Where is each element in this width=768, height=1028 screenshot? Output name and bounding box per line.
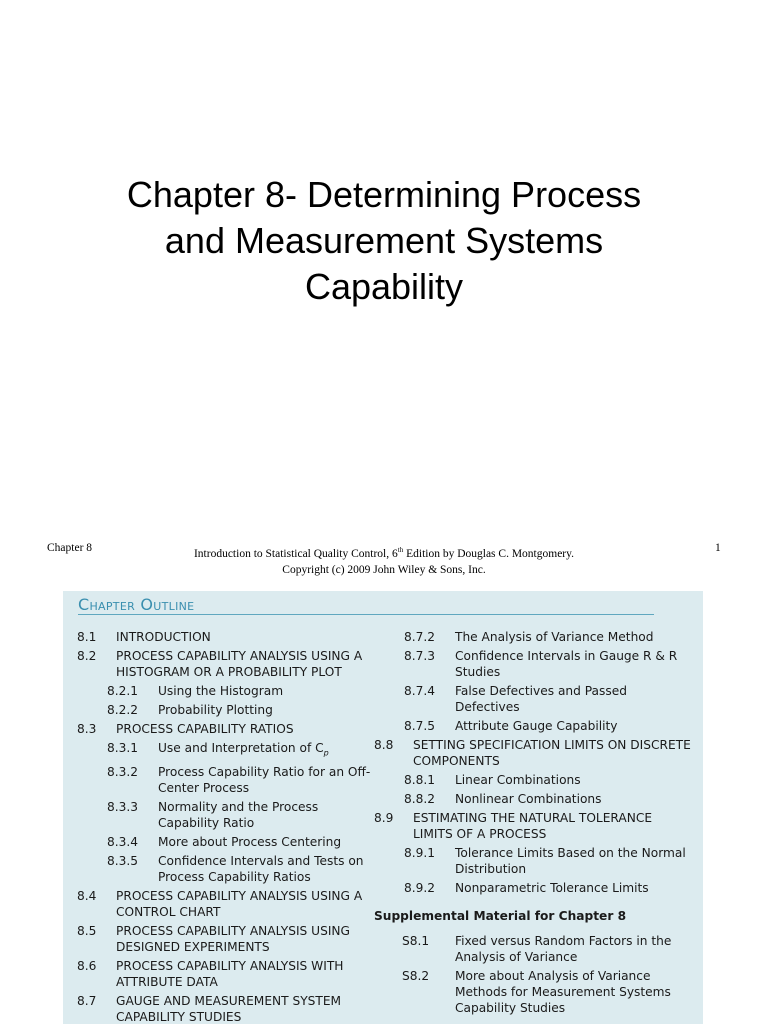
outline-item-number: 8.8.1 [404,773,436,787]
outline-item [374,772,694,788]
outline-item-title-text: Use and Interpretation of C [158,741,324,755]
outline-item-title [413,737,694,769]
outline-item-number: S8.2 [402,969,430,983]
outline-item-number: 8.4 [77,889,97,904]
outline-item-title-text: PROCESS CAPABILITY RATIOS [116,722,294,736]
outline-item-title-text: Tolerance Limits Based on the Normal Distribution [455,846,686,876]
outline-item-title [413,810,694,842]
outline-item-title [455,629,694,645]
footer-citation-text: Introduction to Statistical Quality Control, 6 [193,547,398,560]
outline-item-title-text: Probability Plotting [158,703,273,717]
outline-item-title-text: Using the Histogram [158,684,284,698]
outline-item [374,845,694,877]
outline-item [374,718,694,734]
outline-item [77,683,377,699]
outline-item-title-text: PROCESS CAPABILITY ANALYSIS USING DESIGNED EXPERIMENTS [116,924,350,955]
outline-item-title-text: INTRODUCTION [116,630,211,644]
outline-item-number: 8.7.4 [404,684,436,698]
outline-item [374,791,694,807]
outline-item-title-text: Confidence Intervals and Tests on Process Capability Ratios [158,854,364,885]
outline-item-number: 8.2 [77,649,97,663]
outline-item [77,702,377,718]
outline-item-title-text: PROCESS CAPABILITY ANALYSIS WITH ATTRIBUTE DATA [116,959,344,990]
outline-item-title [455,880,694,896]
outline-item [374,880,694,896]
outline-item [374,648,694,680]
outline-item-title [158,683,377,699]
outline-item [77,648,377,680]
outline-item [77,993,377,1025]
slide-title [84,172,684,310]
outline-item-title [158,702,377,718]
outline-item-title [455,648,694,680]
outline-item-number: 8.8.2 [404,792,436,806]
outline-item-title [116,993,377,1025]
outline-item-title-text: Nonlinear Combinations [455,792,602,806]
outline-item-number: 8.1 [77,630,97,644]
outline-item-title-text: More about Analysis of Variance Methods for Measurement Systems Capability Studies [455,969,671,1015]
outline-item [77,853,377,885]
footer-copyright: Copyright (c) 2009 John Wiley & Sons, Inc. [282,563,486,576]
outline-item-number: 8.7 [77,994,97,1009]
outline-item-title [455,772,694,788]
outline-item-title [455,968,694,1016]
footer-page-number: 1 [715,542,721,554]
outline-item-title [158,799,377,831]
outline-item [77,721,377,737]
outline-item-number: 8.9.1 [404,846,436,860]
outline-item-title-text: False Defectives and Passed Defectives [455,684,627,714]
outline-item [77,834,377,850]
outline-item-title [455,718,694,734]
outline-item-title-text: ESTIMATING THE NATURAL TOLERANCE LIMITS OF A PROCESS [413,811,653,841]
outline-item [77,923,377,955]
outline-item-title [455,933,694,965]
outline-item [77,799,377,831]
outline-item-number: 8.2.2 [107,703,139,717]
outline-item-number: 8.3 [77,722,97,736]
footer-citation-text: Edition by Douglas C. Montgomery. [403,547,575,560]
supplemental-heading: Supplemental Material for Chapter 8 [374,909,627,923]
outline-item-number: 8.6 [77,959,97,974]
outline-item-number: 8.8 [374,738,394,752]
outline-item [374,683,694,715]
outline-item-number: 8.3.5 [107,854,139,869]
outline-item-title [158,853,377,885]
outline-item-title [116,648,377,680]
footer-citation [0,542,768,578]
outline-item-title-text: Process Capability Ratio for an Off-Center Process [158,765,371,796]
outline-item-title-text: GAUGE AND MEASUREMENT SYSTEM CAPABILITY STUDIES [116,994,342,1025]
outline-item [374,629,694,645]
outline-item [77,740,377,761]
outline-item-title-text: Fixed versus Random Factors in the Analysis of Variance [455,934,672,964]
outline-item-number: 8.5 [77,924,97,939]
outline-item [77,958,377,990]
outline-item-subscript: p [323,748,329,758]
outline-item [374,810,694,842]
footer-chapter-label: Chapter 8 [47,542,93,554]
title-line: Capability [304,266,464,307]
outline-item-number: 8.9.2 [404,881,436,895]
outline-item-title [116,721,377,737]
outline-item-number: 8.7.3 [404,649,436,663]
outline-item-title [158,740,377,761]
outline-item-title [116,923,377,955]
footer-citation-sup: th [397,546,404,554]
supplemental-item [374,968,694,1016]
outline-item [77,764,377,796]
outline-item-number: 8.7.5 [404,719,436,733]
outline-item-number: 8.7.2 [404,630,436,644]
outline-item-title [116,888,377,920]
outline-item-title-text: PROCESS CAPABILITY ANALYSIS USING A HISTOGRAM OR A PROBABILITY PLOT [116,649,363,679]
outline-item-title-text: Normality and the Process Capability Ratio [158,800,319,831]
outline-item-number: S8.1 [402,934,430,948]
title-line: Chapter 8- Determining Process [126,174,642,215]
outline-item-title-text: Nonparametric Tolerance Limits [455,881,649,895]
outline-item [77,629,377,645]
outline-item-title [158,764,377,796]
outline-item-number: 8.3.2 [107,765,139,780]
outline-item-title [116,958,377,990]
outline-item [374,737,694,769]
outline-item-title-text: Confidence Intervals in Gauge R & R Studies [455,649,678,679]
outline-item [77,888,377,920]
outline-item-title [455,683,694,715]
outline-item-title [158,834,377,850]
outline-item-title [116,629,377,645]
outline-item-number: 8.9 [374,811,394,825]
outline-right-column [374,629,694,1019]
outline-item-number: 8.3.4 [107,835,139,850]
outline-divider [78,614,654,615]
outline-item-title-text: Linear Combinations [455,773,581,787]
outline-item-title-text: SETTING SPECIFICATION LIMITS ON DISCRETE COMPONENTS [413,738,691,768]
title-line: and Measurement Systems [164,220,604,261]
outline-item-title-text: More about Process Centering [158,835,342,850]
outline-item-title-text: PROCESS CAPABILITY ANALYSIS USING A CONTROL CHART [116,889,363,920]
chapter-outline-panel [63,591,703,1024]
outline-item-number: 8.2.1 [107,684,139,698]
outline-heading: Chapter Outline [78,595,195,614]
footer-citation-line [0,542,768,562]
outline-item-title-text: Attribute Gauge Capability [455,719,618,733]
outline-item-title [455,845,694,877]
outline-left-column [77,629,377,1028]
outline-item-title [455,791,694,807]
outline-item-number: 8.3.1 [107,741,139,755]
outline-item-title-text: The Analysis of Variance Method [455,630,654,644]
supplemental-item [374,933,694,965]
outline-item-number: 8.3.3 [107,800,139,815]
